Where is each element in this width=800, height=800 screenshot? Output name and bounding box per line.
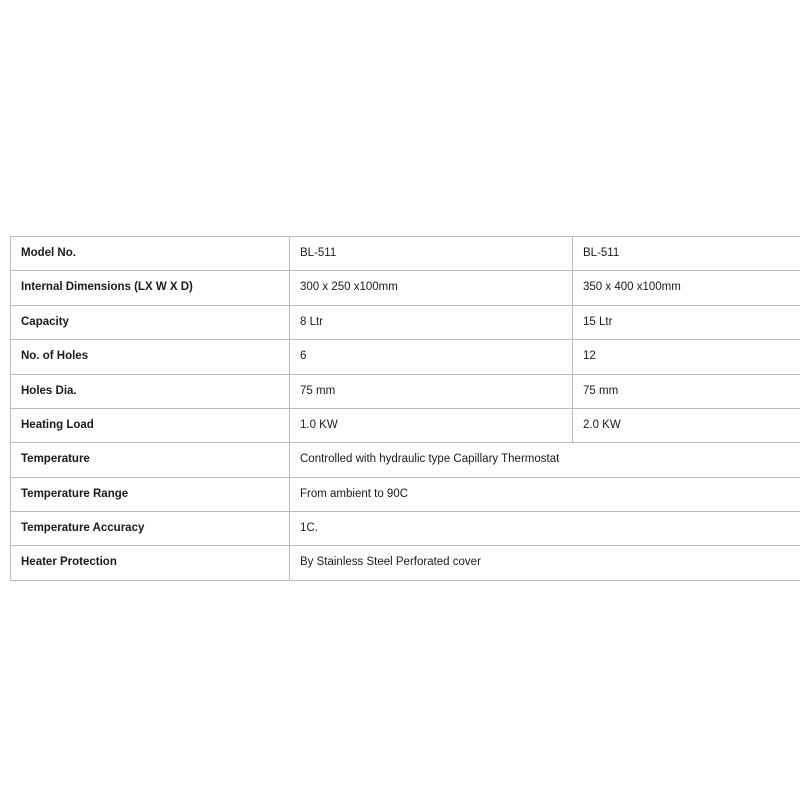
- row-value-spanning: From ambient to 90C: [290, 477, 800, 511]
- table-row: [11, 408, 800, 442]
- specification-table-container: [10, 236, 793, 581]
- row-value-col1: 6: [290, 340, 573, 374]
- row-label: Model No.: [11, 237, 290, 271]
- row-label: Capacity: [11, 305, 290, 339]
- row-value-col2: 75 mm: [573, 374, 800, 408]
- row-label: Temperature Range: [11, 477, 290, 511]
- row-label: Holes Dia.: [11, 374, 290, 408]
- row-label: Heating Load: [11, 408, 290, 442]
- row-label: Internal Dimensions (LX W X D): [11, 271, 290, 305]
- row-label: Heater Protection: [11, 546, 290, 580]
- row-value-col2: 15 Ltr: [573, 305, 800, 339]
- table-row: [11, 237, 800, 271]
- table-row: [11, 271, 800, 305]
- table-row: [11, 512, 800, 546]
- table-row: [11, 340, 800, 374]
- row-value-col1: 8 Ltr: [290, 305, 573, 339]
- row-value-col2: BL-511: [573, 237, 800, 271]
- row-value-col1: 300 x 250 x100mm: [290, 271, 573, 305]
- row-value-spanning: By Stainless Steel Perforated cover: [290, 546, 800, 580]
- table-row: [11, 443, 800, 477]
- table-row: [11, 305, 800, 339]
- row-value-spanning: 1C.: [290, 512, 800, 546]
- row-label: No. of Holes: [11, 340, 290, 374]
- table-body: [11, 237, 800, 581]
- table-row: [11, 374, 800, 408]
- row-value-col2: 12: [573, 340, 800, 374]
- row-value-col1: 75 mm: [290, 374, 573, 408]
- row-label: Temperature: [11, 443, 290, 477]
- row-value-col2: 350 x 400 x100mm: [573, 271, 800, 305]
- row-label: Temperature Accuracy: [11, 512, 290, 546]
- specification-table: [10, 236, 800, 581]
- table-row: [11, 477, 800, 511]
- row-value-col1: BL-511: [290, 237, 573, 271]
- table-row: [11, 546, 800, 580]
- row-value-col1: 1.0 KW: [290, 408, 573, 442]
- row-value-spanning: Controlled with hydraulic type Capillary Thermostat: [290, 443, 800, 477]
- row-value-col2: 2.0 KW: [573, 408, 800, 442]
